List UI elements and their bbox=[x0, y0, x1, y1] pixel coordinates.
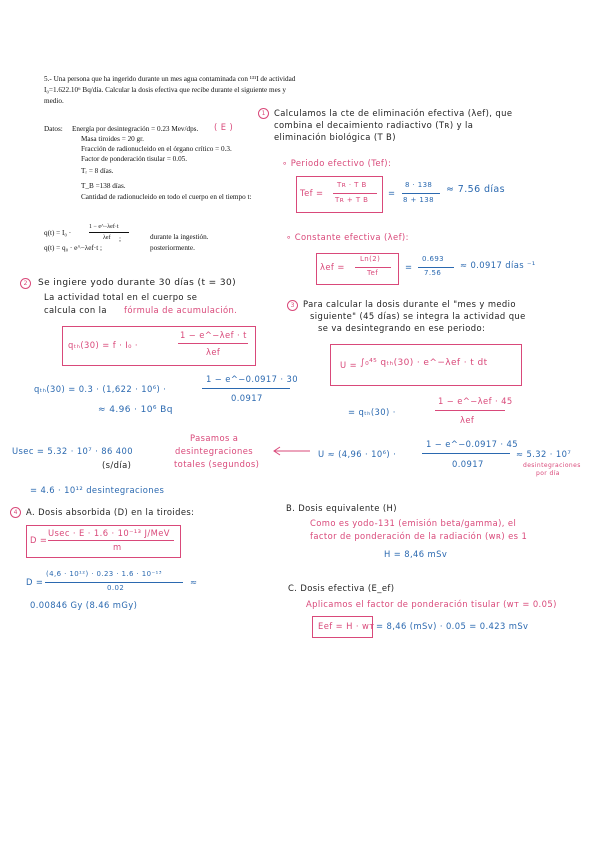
q1-num: 1 − e^−λef·t bbox=[89, 224, 119, 230]
dose-lhs: D = bbox=[30, 535, 48, 545]
arrow-note-2: desintegraciones bbox=[175, 446, 254, 456]
usec-formula: Usec = 5.32 · 10⁷ · 86 400 bbox=[12, 446, 133, 456]
periodo-label: ∘ Periodo efectivo (Tef): bbox=[282, 158, 392, 168]
usec-result: = 4.6 · 10¹² desintegraciones bbox=[30, 485, 165, 495]
accum-calc-result: ≈ 4.96 · 10⁶ Bq bbox=[98, 405, 173, 415]
partC-result: = 8,46 (mSv) · 0.05 = 0.423 mSv bbox=[376, 621, 529, 631]
step2-text-1: Se ingiere yodo durante 30 días (t = 30) bbox=[38, 278, 236, 288]
partC-text: Aplicamos el factor de ponderación tisular (wᴛ = 0.05) bbox=[306, 599, 557, 609]
lambda-den: Tef bbox=[367, 269, 379, 277]
step1-text-3: eliminación biológica (T B) bbox=[274, 132, 396, 142]
accum-fraction-line bbox=[178, 343, 248, 344]
integral-eq3-unit-1: desintegraciones bbox=[523, 462, 581, 469]
tef-eq: = bbox=[388, 188, 396, 198]
dose-fraction-line bbox=[48, 540, 174, 541]
lambda-result: ≈ 0.0917 días ⁻¹ bbox=[460, 260, 536, 270]
step2-text-3b: fórmula de acumulación. bbox=[124, 305, 238, 315]
lambda-value-line bbox=[418, 267, 454, 268]
accum-calc-line bbox=[202, 388, 290, 389]
arrow-note-1: Pasamos a bbox=[190, 433, 239, 443]
integral-eq3-result: ≈ 5.32 · 10⁷ bbox=[516, 449, 572, 459]
tef-value-num: 8 · 138 bbox=[405, 181, 433, 189]
datos-factor: Factor de ponderación tisular = 0.05. bbox=[81, 155, 188, 163]
dose-calc-num: (4,6 · 10¹²) · 0.23 · 1.6 · 10⁻¹³ bbox=[46, 570, 162, 578]
tef-den: Tʀ + T B bbox=[335, 196, 369, 204]
step3-number: 3 bbox=[287, 300, 298, 311]
tef-fraction-line bbox=[333, 193, 377, 194]
dose-calc-result: 0.00846 Gy (8.46 mGy) bbox=[30, 600, 138, 610]
integral-eq2-den: λef bbox=[460, 415, 475, 425]
lambda-num: Ln(2) bbox=[360, 255, 381, 263]
partB-title: B. Dosis equivalente (H) bbox=[286, 503, 397, 513]
partB-result: H = 8,46 mSv bbox=[384, 549, 448, 559]
cte-label: ∘ Constante efectiva (λef): bbox=[286, 232, 409, 242]
integral-eq3-line bbox=[422, 453, 510, 454]
dose-calc-eq: ≈ bbox=[190, 577, 198, 587]
partC-box-formula: Eef = H · wᴛ bbox=[318, 621, 375, 631]
datos-energy-tag: ( E ) bbox=[214, 122, 234, 132]
step1-text-2: combina el decaimiento radiactivo (Tʀ) y la bbox=[274, 120, 474, 130]
partB-text-1: Como es yodo-131 (emisión beta/gamma), el bbox=[310, 518, 517, 528]
lambda-value-den: 7.56 bbox=[424, 269, 442, 277]
integral-eq3-den: 0.0917 bbox=[452, 459, 484, 469]
dose-calc-line bbox=[45, 582, 183, 583]
partC-title: C. Dosis efectiva (E_ef) bbox=[288, 583, 395, 593]
accum-num: 1 − e^−λef · t bbox=[180, 330, 247, 340]
q1-sep: ; bbox=[119, 235, 121, 243]
partB-text-2: factor de ponderación de la radiación (wʀ) es 1 bbox=[310, 531, 528, 541]
datos-mass: Masa tiroides = 20 gr. bbox=[81, 135, 144, 143]
step4-title: A. Dosis absorbida (D) en la tiroides: bbox=[26, 507, 195, 517]
accum-den: λef bbox=[206, 347, 221, 357]
datos-energy: Energía por desintegración = 0.23 Mev/dps. bbox=[72, 125, 199, 133]
integral-eq3-unit-2: por día bbox=[536, 470, 560, 477]
integral-eq3-num: 1 − e^−0.0917 · 45 bbox=[426, 439, 519, 449]
step2-number: 2 bbox=[20, 278, 31, 289]
datos-cantidad: Cantidad de radionucleido en todo el cuerpo en el tiempo t: bbox=[81, 193, 252, 201]
step2-text-3a: calcula con la bbox=[44, 305, 107, 315]
problem-line-3: medio. bbox=[44, 97, 64, 105]
lambda-eq: = bbox=[405, 262, 413, 272]
tef-num: Tʀ · T B bbox=[337, 181, 367, 189]
integral-lhs: U = bbox=[340, 360, 358, 370]
accum-calc-den: 0.0917 bbox=[231, 393, 263, 403]
tef-result: ≈ 7.56 días bbox=[446, 184, 505, 195]
datos-tb: T_B =138 días. bbox=[81, 182, 126, 190]
tef-value-line bbox=[402, 193, 440, 194]
accum-calc-num: 1 − e^−0.0917 · 30 bbox=[206, 374, 299, 384]
dose-calc-den: 0.02 bbox=[107, 584, 125, 592]
problem-line-1: 5.- Una persona que ha ingerido durante un mes agua contaminada con ¹³¹I de actividad bbox=[44, 75, 296, 83]
dose-num: Usec · E · 1.6 · 10⁻¹³ J/MeV bbox=[48, 528, 170, 538]
left-arrow-icon bbox=[272, 446, 312, 456]
integral-eq2-lhs: = qₜₕ(30) · bbox=[348, 407, 396, 417]
step2-text-2: La actividad total en el cuerpo se bbox=[44, 292, 198, 302]
q1-note: durante la ingestión. bbox=[150, 233, 209, 241]
q2-formula: q(t) = q₀ · e^−λef·t ; bbox=[44, 244, 102, 252]
accum-lhs: qₜₕ(30) = f · I₀ · bbox=[68, 340, 138, 350]
problem-line-2: I₀=1.622.10⁶ Bq/día. Calcular la dosis efectiva que recibe durante el siguiente mes y bbox=[44, 86, 286, 94]
integral-eq2-num: 1 − e^−λef · 45 bbox=[438, 396, 513, 406]
arrow-note-3: totales (segundos) bbox=[174, 459, 260, 469]
datos-fraction: Fracción de radionucleido en el órgano crítico = 0.3. bbox=[81, 145, 232, 153]
usec-unit: (s/día) bbox=[102, 460, 132, 470]
datos-tr: Tᵣ = 8 días. bbox=[81, 167, 114, 175]
accum-calc-lhs: qₜₕ(30) = 0.3 · (1,622 · 10⁶) · bbox=[34, 384, 167, 394]
integral-eq2-line bbox=[435, 410, 505, 411]
step3-text-3: se va desintegrando en ese periodo: bbox=[318, 323, 486, 333]
datos-label: Datos: bbox=[44, 125, 63, 133]
dose-den: m bbox=[113, 542, 122, 552]
q2-note: posteriormente. bbox=[150, 244, 195, 252]
q1-den: λef bbox=[103, 235, 111, 241]
tef-lhs: Tef = bbox=[300, 188, 324, 198]
step3-text-2: siguiente" (45 días) se integra la actividad que bbox=[310, 311, 526, 321]
q1-lhs: q(t) = I₀ · bbox=[44, 229, 72, 237]
dose-calc-lhs: D = bbox=[26, 577, 44, 587]
lambda-fraction-line bbox=[355, 267, 391, 268]
integral-eq3-lhs: U ≈ (4,96 · 10⁶) · bbox=[318, 449, 397, 459]
lambda-lhs: λef = bbox=[320, 262, 345, 272]
lambda-value-num: 0.693 bbox=[422, 255, 445, 263]
step1-text-1: Calculamos la cte de eliminación efectiva (λef), que bbox=[274, 108, 513, 118]
step1-number: 1 bbox=[258, 108, 269, 119]
step4-number: 4 bbox=[10, 507, 21, 518]
step3-text-1: Para calcular la dosis durante el "mes y medio bbox=[303, 299, 516, 309]
integral-expression: ∫₀⁴⁵ qₜₕ(30) · e^−λef · t dt bbox=[360, 358, 488, 368]
tef-value-den: 8 + 138 bbox=[403, 196, 434, 204]
